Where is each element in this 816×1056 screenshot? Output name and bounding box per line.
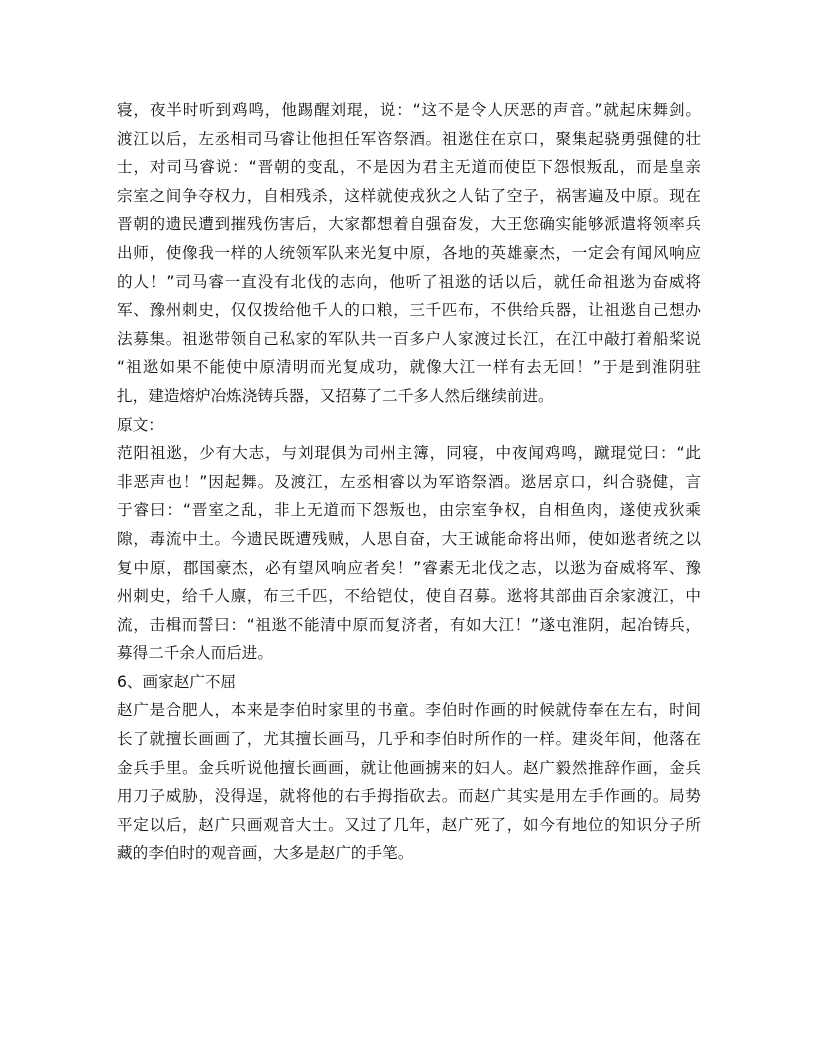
text-line: 于睿曰：“晋室之乱，非上无道而下怨叛也，由宗室争权，自相鱼肉，遂使戎狄乘: [117, 501, 701, 520]
text-line: 法募集。祖逖带领自己私家的军队共一百多户人家渡过长江，在江中敲打着船桨说: [117, 329, 701, 348]
text-line: 复中原，郡国豪杰，必有望风响应者矣！”睿素无北伐之志，以逖为奋威将军、豫: [117, 558, 701, 577]
text-line: 的人！”司马睿一直没有北伐的志向，他听了祖逖的话以后，就任命祖逖为奋威将: [117, 272, 701, 291]
document-page: [117, 96, 701, 868]
text-line: 藏的李伯时的观音画，大多是赵广的手笔。: [117, 844, 414, 863]
text-line: 范阳祖逖，少有大志，与刘琨俱为司州主簿，同寝，中夜闻鸡鸣，蹴琨觉曰：“此: [117, 444, 701, 463]
text-line: 赵广是合肥人，本来是李伯时家里的书童。李伯时作画的时候就侍奉在左右，时间: [117, 701, 701, 720]
section-label: 原文：: [117, 415, 164, 434]
text-line: 募得二千余人而后进。: [117, 644, 273, 663]
text-line: 用刀子威胁，没得逞，就将他的右手拇指砍去。而赵广其实是用左手作画的。局势: [117, 787, 701, 806]
text-line: 平定以后，赵广只画观音大士。又过了几年，赵广死了，如今有地位的知识分子所: [117, 815, 701, 834]
text-line: “祖逖如果不能使中原清明而光复成功，就像大江一样有去无回！”于是到淮阴驻: [117, 358, 701, 377]
text-line: 宗室之间争夺权力，自相残杀，这样就使戎狄之人钻了空子，祸害遍及中原。现在: [117, 186, 701, 205]
text-line: 渡江以后，左丞相司马睿让他担任军咨祭酒。祖逖住在京口，聚集起骁勇强健的壮: [117, 129, 701, 148]
text-line: 扎，建造熔炉冶炼浇铸兵器，又招募了二千多人然后继续前进。: [117, 386, 554, 405]
text-line: 流，击楫而誓曰：“祖逖不能清中原而复济者，有如大江！”遂屯淮阴，起冶铸兵，: [117, 615, 701, 634]
section-heading: 6、画家赵广不屈: [117, 672, 237, 691]
text-line: 长了就擅长画画了，尤其擅长画马，几乎和李伯时所作的一样。建炎年间，他落在: [117, 730, 701, 749]
text-line: 隙，毒流中土。今遗民既遭残贼，人思自奋，大王诚能命将出师，使如逖者统之以: [117, 529, 701, 548]
text-line: 士，对司马睿说：“晋朝的变乱，不是因为君主无道而使臣下怨恨叛乱，而是皇亲: [117, 158, 701, 177]
text-line: 金兵手里。金兵听说他擅长画画，就让他画掳来的妇人。赵广毅然推辞作画，金兵: [117, 758, 701, 777]
text-line: 军、豫州刺史，仅仅拨给他千人的口粮，三千匹布，不供给兵器，让祖逖自己想办: [117, 301, 701, 320]
text-line: 出师，使像我一样的人统领军队来光复中原，各地的英雄豪杰，一定会有闻风响应: [117, 243, 701, 262]
text-line: 寝，夜半时听到鸡鸣，他踢醒刘琨，说：“这不是令人厌恶的声音。”就起床舞剑。: [117, 101, 701, 119]
text-line: 非恶声也！”因起舞。及渡江，左丞相睿以为军谘祭酒。逖居京口，纠合骁健，言: [117, 472, 701, 491]
text-line: 州刺史，给千人廪，布三千匹，不给铠仗，使自召募。逖将其部曲百余家渡江，中: [117, 587, 701, 606]
text-line: 晋朝的遗民遭到摧残伤害后，大家都想着自强奋发，大王您确实能够派遣将领率兵: [117, 215, 701, 234]
